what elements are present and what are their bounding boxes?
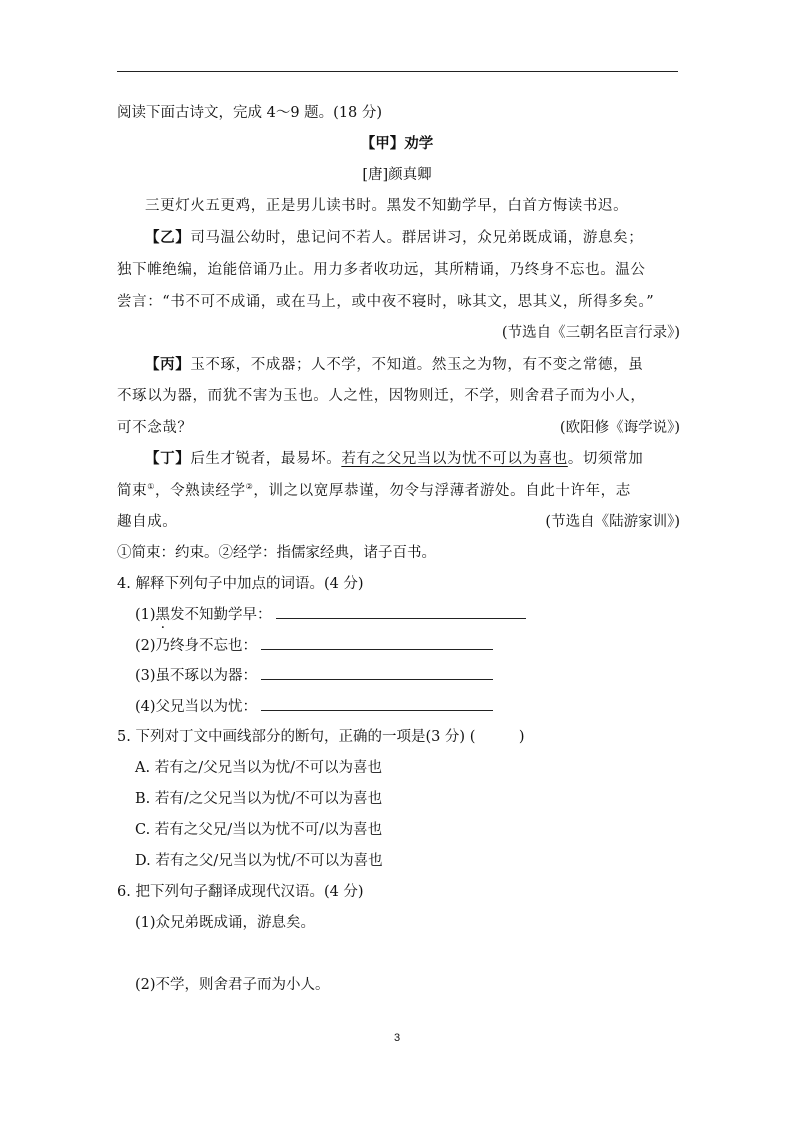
passage-yi-text1: 司马温公幼时，患记问不若人。群居讲习，众兄弟既成诵，游息矣；	[190, 230, 644, 246]
underlined-sentence: 若有之父兄当以为忧不可以为喜也	[341, 451, 568, 467]
passage-ding-text2a: 简束	[117, 483, 148, 499]
item-number: (4)	[135, 699, 156, 715]
passage-ding-text2c: ，训之以宽厚恭谨，勿令与浮薄者游处。自此十许年，志	[253, 483, 631, 499]
question-5-stem: 5. 下列对丁文中画线部分的断句，正确的一项是(3 分) ( )	[117, 729, 525, 745]
section-label-jia: 【甲】	[360, 136, 405, 152]
page-number: 3	[393, 1032, 401, 1044]
answer-blank[interactable]	[261, 696, 493, 711]
question-4-item-3	[135, 665, 493, 686]
passage-ding-line1	[145, 449, 643, 469]
item-number: (2)	[135, 638, 156, 654]
item-text: 乃终身不忘也：	[155, 638, 258, 654]
poem-title-text: 劝学	[404, 136, 434, 152]
item-text: 发不知勤学早：	[170, 607, 272, 623]
passage-bing-line1	[145, 355, 643, 375]
item-number: (1)	[135, 607, 156, 623]
passage-yi-line3: 尝言：“书不可不成诵，或在马上，或中夜不寝时，咏其文，思其义，所得多矣。”	[117, 294, 655, 310]
question-4-item-4	[135, 696, 493, 717]
option-a[interactable]: A. 若有之/父兄当以为忧/不可以为喜也	[135, 760, 382, 776]
poem-text: 三更灯火五更鸡，正是男儿读书时。黑发不知勤学早，白首方悔读书迟。	[145, 198, 629, 214]
passage-yi-source: (节选自《三朝名臣言行录》)	[501, 325, 680, 341]
footnotes: ①简束：约束。②经学：指儒家经典，诸子百书。	[117, 545, 436, 561]
option-b[interactable]: B. 若有/之父兄当以为忧/不可以为喜也	[135, 791, 383, 807]
passage-yi-line2: 独下帷绝编，迨能倍诵乃止。用力多者收功远，其所精诵，乃终身不忘也。温公	[117, 262, 646, 278]
answer-blank[interactable]	[276, 604, 526, 619]
poem-title	[0, 134, 794, 154]
answer-blank[interactable]	[261, 665, 493, 680]
passage-yi-line1	[145, 228, 643, 248]
passage-ding-pre: 后生才锐者，最易坏。	[190, 451, 342, 467]
section-label-ding: 【丁】	[145, 451, 191, 467]
question-4-stem: 4. 解释下列句子中加点的词语。(4 分)	[117, 576, 364, 592]
item-text: 虽不琢以为器：	[155, 668, 258, 684]
passage-ding-text2b: ，令熟读经学	[154, 483, 246, 499]
option-c[interactable]: C. 若有之父兄/当以为忧不可/以为喜也	[135, 822, 383, 838]
passage-ding-line2	[117, 481, 631, 501]
passage-ding-line3: 趣自成。	[117, 514, 178, 530]
item-text: 父兄当以为忧：	[155, 699, 258, 715]
reading-instruction: 阅读下面古诗文，完成 4～9 题。(18 分)	[117, 105, 383, 121]
passage-bing-text1: 玉不琢，不成器；人不学，不知道。然玉之为物，有不变之常德，虽	[190, 357, 644, 373]
question-4-item-1	[135, 604, 526, 625]
question-6-stem: 6. 把下列句子翻译成现代汉语。(4 分)	[117, 884, 364, 900]
section-label-bing: 【丙】	[145, 357, 191, 373]
option-d[interactable]: D. 若有之父/兄当以为忧/不可以为喜也	[135, 853, 383, 869]
question-6-item-1: (1)众兄弟既成诵，游息矣。	[135, 915, 316, 931]
item-number: (3)	[135, 668, 156, 684]
answer-blank[interactable]	[261, 635, 493, 650]
footnote-ref-1: ①	[147, 482, 155, 492]
question-6-item-2: (2)不学，则舍君子而为小人。	[135, 977, 330, 993]
footnote-ref-2: ②	[245, 482, 254, 492]
passage-ding-source: (节选自《陆游家训》)	[545, 514, 680, 530]
header-rule	[117, 71, 678, 72]
dotted-word: 黑	[155, 607, 171, 623]
question-4-item-2	[135, 635, 493, 656]
section-label-yi: 【乙】	[145, 230, 191, 246]
passage-ding-post: 。切须常加	[567, 451, 644, 467]
poem-author: [唐]颜真卿	[362, 167, 432, 183]
passage-bing-line3: 可不念哉？	[117, 420, 193, 436]
passage-bing-source: (欧阳修《诲学说》)	[559, 420, 680, 436]
passage-bing-line2: 不琢以为器，而犹不害为玉也。人之性，因物则迁，不学，则舍君子而为小人，	[117, 388, 646, 404]
